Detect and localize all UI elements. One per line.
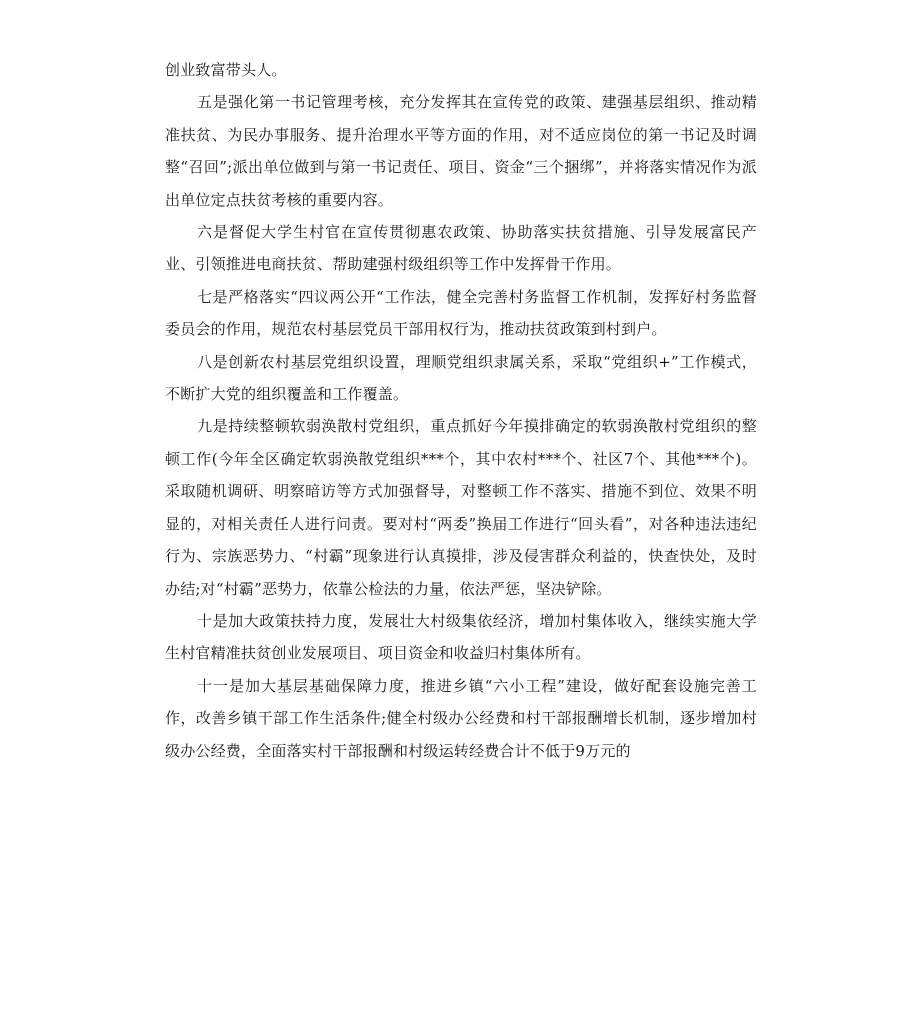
document-page (165, 54, 757, 767)
paragraph-6: 九是持续整顿软弱涣散村党组织，重点抓好今年摸排确定的软弱涣散村党组织的整顿工作(今年全区确定软弱涣散党组织***个，其中农村***个、社区7个、其他***个)。采取随机调研、明察暗访等方式加强督导，对整顿工作不落实、措施不到位、效果不明显的，对相关责任人进行问责。要对村“两委”换届工作进行“回头看”，对各种违法违纪行为、宗族恶势力、“村霸”现象进行认真摸排，涉及侵害群众利益的，快查快处，及时办结;对“村霸”恶势力，依靠公检法的力量，依法严惩，坚决铲除。 (165, 417, 757, 598)
paragraph-7: 十是加大政策扶持力度，发展壮大村级集依经济，增加村集体收入，继续实施大学生村官精准扶贫创业发展项目、项目资金和收益归村集体所有。 (165, 611, 757, 663)
paragraph-4: 七是严格落实“四议两公开“工作法，健全完善村务监督工作机制，发挥好村务监督委员会的作用，规范农村基层党员干部用权行为，推动扶贫政策到村到户。 (165, 287, 757, 339)
paragraph-1: 创业致富带头人。 (165, 61, 287, 79)
paragraph-8: 十一是加大基层基础保障力度，推进乡镇“六小工程”建设，做好配套设施完善工作，改善乡镇干部工作生活条件;健全村级办公经费和村干部报酬增长机制，逐步增加村级办公经费，全面落实村干部报酬和村级运转经费合计不低于9万元的 (165, 676, 757, 760)
paragraph-3: 六是督促大学生村官在宣传贯彻惠农政策、协助落实扶贫措施、引导发展富民产业、引领推进电商扶贫、帮助建强村级组织等工作中发挥骨干作用。 (165, 223, 757, 274)
paragraph-5: 八是创新农村基层党组织设置，理顺党组织隶属关系，采取“党组织+”工作模式，不断扩大党的组织覆盖和工作覆盖。 (165, 352, 757, 404)
paragraph-2: 五是强化第一书记管理考核，充分发挥其在宣传党的政策、建强基层组织、推动精准扶贫、为民办事服务、提升治理水平等方面的作用，对不适应岗位的第一书记及时调整“召回”;派出单位做到与第一书记责任、项目、资金“三个捆绑”，并将落实情况作为派出单位定点扶贫考核的重要内容。 (165, 93, 757, 209)
